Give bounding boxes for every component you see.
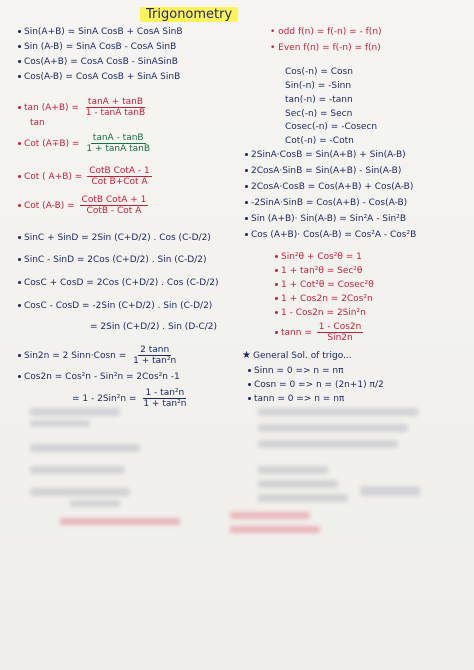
even-function-rule: • Even f(n) = f(-n) = f(n): [270, 43, 381, 53]
formula-cot-pm: Cot (A∓B) = $\frac{\tan A - \tan B}{\text{1 + tanA tanB}}$: [18, 133, 154, 154]
formula-tan-sum: tan (A+B) = $\frac{\tan A + \tan B}{\text{1 - tanA tanB}}$: [18, 97, 149, 118]
blurred-text: [258, 466, 328, 474]
formula-sin-diff: Sin (A-B) = SinA CosB - CosA SinB: [18, 42, 176, 53]
formula-cos2n: Cos2n = Cos²n - Sin²n = 2Cos²n -1: [18, 372, 180, 383]
formula-cos-sum: Cos(A+B) = CosA CosB - SinASinB: [18, 57, 178, 68]
neg-angle-cosec: Cosec(-n) = -Cosecn: [285, 122, 378, 132]
product-sum-2: 2CosA·SinB = Sin(A+B) - Sin(A-B): [245, 166, 401, 177]
formula-sin2n: Sin2n = 2 Sinn·Cosn = $\frac{2 \tan n}{\text{1 + tan²n}}$: [18, 345, 180, 366]
product-sum-4: -2SinA·SinB = Cos(A+B) - Cos(A-B): [245, 198, 407, 209]
formula-sin-sum: Sin(A+B) = SinA CosB + CosA SinB: [18, 27, 183, 38]
formula-cosc-plus-cosd: CosC + CosD = 2Cos (C+D/2) . Cos (C-D/2): [18, 278, 219, 289]
page-title: Trigonometry: [140, 7, 238, 22]
blurred-text: [30, 444, 140, 452]
formula-cos-diff: Cos(A-B) = CosA CosB + SinA SinB: [18, 72, 180, 83]
identity-cos2n-minus: 1 - Cos2n = 2Sin²n: [275, 308, 366, 319]
blurred-text: [30, 466, 125, 474]
blurred-text: [30, 488, 130, 496]
general-solution-heading: ★ General Sol. of trigo...: [242, 350, 352, 361]
blurred-text: [70, 500, 120, 507]
formula-cos2n-alt: = 1 - 2Sin²n = $\frac{\text{1 - tan²n}}{\text{1 + tan²n}}$: [72, 388, 187, 409]
formula-sinc-minus-sind: SinC - SinD = 2Cos (C+D/2) . Sin (C-D/2): [18, 255, 207, 266]
formula-cosc-minus-cosd: CosC - CosD = -2Sin (C+D/2) . Sin (C-D/2): [18, 301, 212, 312]
identity-cos2n-plus: 1 + Cos2n = 2Cos²n: [275, 294, 373, 305]
blurred-text: [230, 526, 320, 533]
neg-angle-tan: tan(-n) = -tann: [285, 95, 353, 105]
product-sum-6: Cos (A+B)· Cos(A-B) = Cos²A - Cos²B: [245, 230, 416, 241]
neg-angle-sin: Sin(-n) = -Sinn: [285, 81, 352, 91]
blurred-text: [30, 420, 90, 427]
blurred-text: [60, 518, 180, 525]
product-sum-5: Sin (A+B)· Sin(A-B) = Sin²A - Sin²B: [245, 214, 406, 225]
identity-sin-cos: Sin²θ + Cos²θ = 1: [275, 252, 362, 263]
identity-tan-sec: 1 + tan²θ = Sec²θ: [275, 266, 362, 277]
blurred-text: [258, 424, 408, 432]
formula-cosc-minus-cosd-alt: = 2Sin (C+D/2) . Sin (D-C/2): [90, 322, 218, 332]
formula-cot-diff: Cot (A-B) = $\frac{\text{CotB CotA + 1}}{\text{CotB - Cot A}}$: [18, 195, 150, 216]
formula-cot-sum: Cot ( A+B) = $\frac{\text{CotB CotA - 1}}{\text{Cot B+Cot A}}$: [18, 166, 154, 187]
star-icon: ★: [242, 350, 251, 361]
general-sol-sin: Sinn = 0 => n = nπ: [248, 366, 344, 377]
neg-angle-cot: Cot(-n) = -Cotn: [285, 136, 354, 146]
blurred-text: [258, 440, 398, 448]
blurred-text: [360, 486, 420, 496]
general-sol-tan: tann = 0 => n = nπ: [248, 394, 344, 405]
blurred-text: [230, 512, 310, 519]
identity-tann: tann = $\frac{\text{1 - Cos2n}}{\text{Sin2n}}$: [275, 322, 365, 343]
blurred-text: [258, 480, 338, 488]
neg-angle-sec: Sec(-n) = Secn: [285, 109, 353, 119]
general-sol-cos: Cosn = 0 => n = (2n+1) π/2: [248, 380, 384, 391]
formula-sinc-plus-sind: SinC + SinD = 2Sin (C+D/2) . Cos (C-D/2): [18, 233, 211, 244]
tan-note: tan: [30, 118, 45, 128]
identity-cot-cosec: 1 + Cot²θ = Cosec²θ: [275, 280, 374, 291]
blurred-text: [258, 408, 418, 416]
odd-function-rule: • odd f(n) = f(-n) = - f(n): [270, 27, 382, 37]
blurred-text: [258, 494, 348, 502]
blurred-text: [30, 408, 120, 416]
neg-angle-cos: Cos(-n) = Cosn: [285, 67, 353, 77]
product-sum-1: 2SinA·CosB = Sin(A+B) + Sin(A-B): [245, 150, 406, 161]
product-sum-3: 2CosA·CosB = Cos(A+B) + Cos(A-B): [245, 182, 413, 193]
